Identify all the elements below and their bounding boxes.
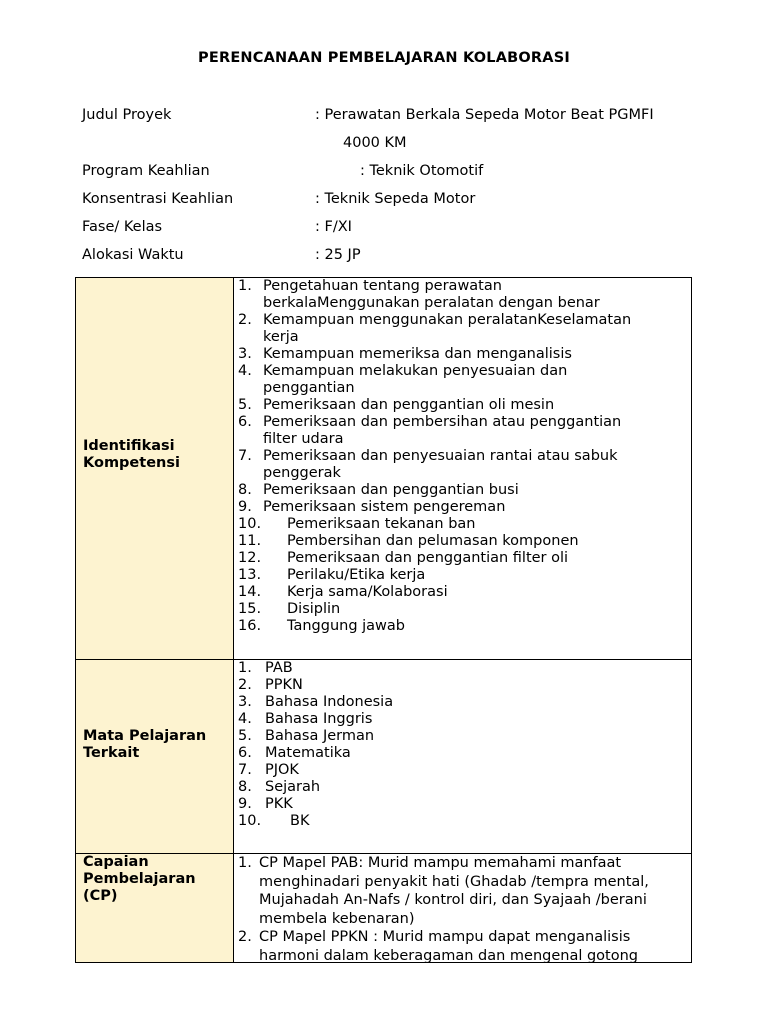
subject-item-number: 1. [238, 660, 252, 676]
cp-item-text: menghinadari penyakit hati (Ghadab /tempra mental, [259, 873, 649, 890]
subjects-label: Mata Pelajaran Terkait [83, 728, 207, 761]
cp-label: Capaian Pembelajaran (CP) [83, 854, 196, 904]
cp-item [238, 873, 649, 892]
cp-item [238, 910, 649, 929]
competency-item-number: 11. [238, 533, 262, 549]
subjects-row [76, 660, 692, 854]
competency-item-number: 15. [238, 601, 262, 617]
competency-item-number: 10. [238, 516, 262, 532]
cp-item-text: Mujahadah An-Nafs / kontrol diri, dan Syajaah /berani [259, 892, 647, 908]
subject-item [238, 677, 393, 694]
subject-item-text: BK [290, 813, 310, 829]
konsentrasi-label: Konsentrasi Keahlian [82, 191, 234, 207]
competency-item [238, 516, 631, 533]
fase-label: Fase/ Kelas [82, 219, 163, 235]
competency-item [238, 295, 631, 312]
competency-item-number: 13. [238, 567, 262, 583]
competency-item [238, 414, 631, 431]
fase-value: : F/XI [315, 219, 352, 235]
competency-item-text: kerja [263, 329, 299, 345]
subject-item [238, 779, 393, 796]
competency-item [238, 312, 631, 329]
competency-list [238, 278, 631, 635]
competency-item-text: Pembersihan dan pelumasan komponen [287, 533, 579, 549]
program-value: : Teknik Otomotif [360, 163, 484, 179]
subject-item [238, 711, 393, 728]
competency-item-text: Pemeriksaan sistem pengereman [263, 499, 506, 515]
competency-item-number: 8. [238, 482, 252, 498]
competency-item-text: Pemeriksaan dan penyesuaian rantai atau sabuk [263, 448, 618, 464]
competency-item-text: Pengetahuan tentang perawatan [263, 278, 502, 294]
alokasi-label: Alokasi Waktu [82, 247, 184, 263]
competency-item-number: 6. [238, 414, 252, 430]
competency-item-text: Perilaku/Etika kerja [287, 567, 426, 583]
competency-label: Identifikasi Kompetensi [83, 438, 180, 471]
cp-item [238, 947, 649, 963]
competency-item-text: Pemeriksaan dan penggantian busi [263, 482, 519, 498]
subject-item-text: Bahasa Indonesia [265, 694, 394, 710]
competency-item-text: Kemampuan menggunakan peralatanKeselamatan [263, 312, 632, 328]
competency-item-text: Pemeriksaan dan penggantian oli mesin [263, 397, 555, 413]
competency-item [238, 499, 631, 516]
subject-item-text: PAB [265, 660, 293, 676]
competency-item [238, 329, 631, 346]
competency-item-text: Pemeriksaan tekanan ban [287, 516, 476, 532]
competency-item-text: filter udara [263, 431, 344, 447]
subject-item-text: Bahasa Inggris [265, 711, 373, 727]
subject-item-number: 8. [238, 779, 252, 795]
competency-item [238, 380, 631, 397]
cp-item-text: membela kebenaran) [259, 910, 415, 927]
competency-item-number: 7. [238, 448, 252, 464]
subject-item-number: 4. [238, 711, 252, 727]
competency-item-number: 3. [238, 346, 252, 362]
competency-item-number: 5. [238, 397, 252, 413]
cp-item [238, 891, 649, 910]
cp-content-cell [234, 854, 692, 963]
cp-row [76, 854, 692, 963]
subject-item-text: Bahasa Jerman [265, 728, 375, 744]
subject-item [238, 660, 393, 677]
competency-item-text: Disiplin [287, 601, 341, 617]
competency-item-text: berkalaMenggunakan peralatan dengan benar [263, 295, 600, 311]
competency-item [238, 346, 631, 363]
subject-item [238, 796, 393, 813]
competency-item-text: Kemampuan melakukan penyesuaian dan [263, 363, 568, 379]
competency-content-cell [234, 278, 692, 660]
cp-item-text: harmoni dalam keberagaman dan mengenal gotong [259, 947, 639, 963]
competency-item-text: Pemeriksaan dan pembersihan atau penggantian [263, 414, 622, 430]
competency-item-number: 16. [238, 618, 262, 634]
competency-item-text: Pemeriksaan dan penggantian filter oli [287, 550, 569, 566]
konsentrasi-value: : Teknik Sepeda Motor [315, 191, 476, 207]
competency-item-text: Kerja sama/Kolaborasi [287, 584, 448, 600]
cp-item [238, 854, 649, 873]
subject-item [238, 745, 393, 762]
subject-item-number: 2. [238, 677, 252, 693]
subjects-label-cell [76, 660, 234, 854]
subjects-content-cell [234, 660, 692, 854]
competency-item-text: penggantian [263, 380, 355, 396]
subject-item-number: 3. [238, 694, 252, 710]
subject-item [238, 728, 393, 745]
subject-item-text: Sejarah [265, 779, 321, 795]
competency-item [238, 550, 631, 567]
competency-item-number: 12. [238, 550, 262, 566]
competency-item-number: 2. [238, 312, 252, 328]
competency-item-text: penggerak [263, 465, 341, 481]
cp-item-text: CP Mapel PPKN : Murid mampu dapat menganalisis [259, 929, 631, 945]
document-title: PERENCANAAN PEMBELAJARAN KOLABORASI [198, 50, 570, 66]
cp-item [238, 928, 649, 947]
competency-item [238, 533, 631, 550]
program-label: Program Keahlian [82, 163, 210, 179]
competency-item-number: 1. [238, 278, 252, 294]
cp-label-cell [76, 854, 234, 963]
alokasi-value: : 25 JP [315, 247, 361, 263]
cp-item-number: 2. [238, 929, 252, 945]
judul-value: : Perawatan Berkala Sepeda Motor Beat PGMFI [315, 107, 654, 123]
competency-item-text: Tanggung jawab [287, 618, 405, 634]
subject-item-text: Matematika [265, 745, 351, 761]
subject-item-number: 7. [238, 762, 252, 778]
cp-item-number: 1. [238, 855, 252, 871]
competency-item-number: 14. [238, 584, 262, 600]
cp-list [238, 854, 649, 963]
judul-value-continued: 4000 KM [343, 135, 407, 151]
planning-table [75, 277, 692, 963]
competency-item-text: Kemampuan memeriksa dan menganalisis [263, 346, 572, 362]
competency-item-number: 4. [238, 363, 252, 379]
competency-item [238, 584, 631, 601]
competency-item [238, 363, 631, 380]
competency-item-number: 9. [238, 499, 252, 515]
competency-label-cell [76, 278, 234, 660]
competency-row [76, 278, 692, 660]
subjects-list [238, 660, 393, 830]
subject-item [238, 762, 393, 779]
competency-item [238, 397, 631, 414]
subject-item [238, 694, 393, 711]
subject-item-text: PKK [265, 796, 293, 812]
subject-item-text: PPKN [265, 677, 303, 693]
competency-item [238, 618, 631, 635]
competency-item [238, 448, 631, 465]
subject-item [238, 813, 393, 830]
competency-item [238, 465, 631, 482]
subject-item-text: PJOK [265, 762, 299, 778]
subject-item-number: 10. [238, 813, 262, 829]
judul-label: Judul Proyek [82, 107, 172, 123]
subject-item-number: 5. [238, 728, 252, 744]
subject-item-number: 6. [238, 745, 252, 761]
competency-item [238, 567, 631, 584]
cp-item-text: CP Mapel PAB: Murid mampu memahami manfaat [259, 855, 622, 871]
competency-item [238, 482, 631, 499]
competency-item [238, 278, 631, 295]
competency-item [238, 601, 631, 618]
competency-item [238, 431, 631, 448]
subject-item-number: 9. [238, 796, 252, 812]
